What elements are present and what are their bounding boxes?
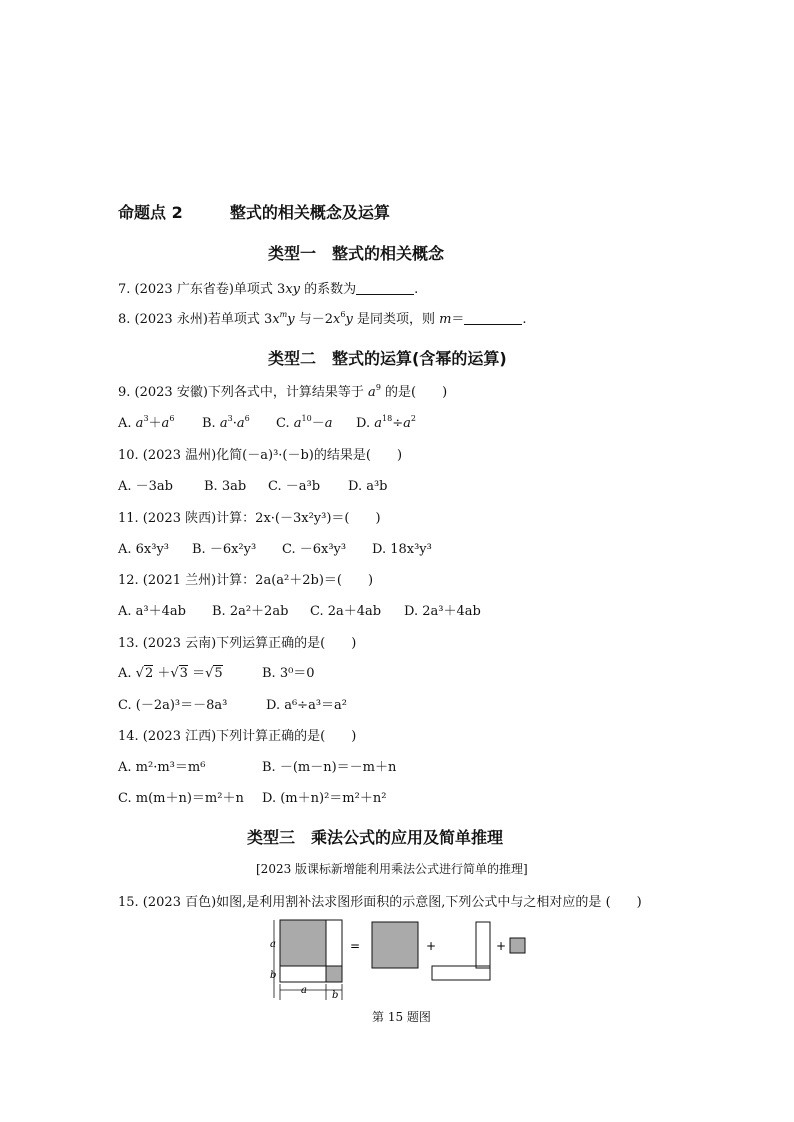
q10-option-c[interactable]: C. －a³b [268, 479, 321, 494]
question-9 [118, 384, 447, 402]
question-15 [118, 894, 642, 912]
q12-option-d[interactable]: D. 2a³＋4ab [404, 604, 481, 619]
q8-y: y [287, 312, 295, 327]
q8-stem3: 是同类项，则 [352, 312, 440, 327]
q14-option-d[interactable]: D. (m＋n)²＝m²＋n² [262, 791, 387, 806]
q9-option-c[interactable]: C. $a^{10}-a$ [276, 413, 333, 431]
q8-x: x [272, 312, 280, 327]
answer-blank[interactable] [464, 312, 522, 325]
figure-caption: 第 15 题图 [372, 1010, 431, 1024]
q7-source: 7. (2023 广东省卷) [118, 282, 234, 297]
type2-title: 类型二 整式的运算(含幂的运算) [268, 349, 507, 368]
figure-15 [266, 918, 530, 1002]
q7-tail: 的系数为 [300, 282, 357, 297]
question-7 [118, 281, 418, 299]
figure-equals: = [350, 939, 361, 953]
question-13 [118, 635, 356, 653]
q12-option-c[interactable]: C. 2a＋4ab [310, 604, 382, 619]
q8-x2: x [333, 312, 341, 327]
figure-plus-1: + [426, 939, 437, 953]
q14-stem: 下列计算正确的是( ) [216, 729, 357, 744]
q7-var: xy [285, 282, 300, 297]
question-14 [118, 728, 356, 746]
q7-stem: 单项式 3 [233, 282, 286, 297]
q15-stem: 如图,是利用割补法求图形面积的示意图,下列公式中与之相对应的是 ( ) [216, 895, 642, 910]
q13-option-a[interactable]: A. √2 ＋√3 ＝√5 [118, 666, 223, 681]
type1-title: 类型一 整式的相关概念 [268, 244, 445, 263]
q8-source: 8. (2023 永州) [118, 312, 208, 327]
q10-option-b[interactable]: B. 3ab [204, 479, 247, 494]
q12-source: 12. (2021 兰州) [118, 573, 217, 588]
section-title: 整式的相关概念及运算 [229, 203, 390, 222]
q14-option-b[interactable]: B. －(m－n)＝－m＋n [262, 760, 397, 775]
question-11 [118, 510, 381, 528]
figure-plus-2: + [496, 939, 507, 953]
curriculum-note: [2023 版课标新增能利用乘法公式进行简单的推理] [256, 862, 528, 876]
q9-stem: 下列各式中，计算结果等于 [207, 385, 369, 400]
figure-a-square [280, 920, 326, 966]
q13-source: 13. (2023 云南) [118, 636, 217, 651]
q11-option-d[interactable]: D. 18x³y³ [372, 542, 432, 557]
q12-stem: 计算：2a(a²＋2b)＝( ) [216, 573, 374, 588]
figure-label-b-left: b [270, 970, 277, 981]
q9-a: a [368, 385, 376, 400]
figure-label-a-left: a [270, 939, 276, 950]
q10-source: 10. (2023 温州) [118, 448, 217, 463]
q13-option-c[interactable]: C. (－2a)³＝－8a³ [118, 698, 228, 713]
q8-six: 6 [340, 309, 346, 319]
q9-option-b[interactable]: B. $a^3\cdot a^6$ [202, 413, 250, 431]
q13-stem: 下列运算正确的是( ) [216, 636, 357, 651]
q7-end: . [414, 282, 419, 297]
q11-option-c[interactable]: C. －6x³y³ [282, 542, 347, 557]
q11-stem: 计算：2x·(－3x²y³)＝( ) [216, 511, 381, 526]
q13-option-d[interactable]: D. a⁶÷a³＝a² [266, 698, 348, 713]
figure-strip-vertical [476, 922, 490, 968]
question-12 [118, 572, 373, 590]
q9-nine: 9 [375, 382, 381, 392]
question-8 [118, 311, 527, 329]
q8-end: . [522, 312, 527, 327]
figure-a2-square [372, 922, 418, 968]
q9-option-a[interactable]: A. $a^3+a^6$ [118, 413, 175, 431]
section-label: 命题点 2 [118, 203, 183, 222]
q13-option-b[interactable]: B. 3⁰＝0 [262, 666, 315, 681]
figure-label-a-bottom: a [301, 985, 307, 996]
q9-option-d[interactable]: D. $a^{18}\div a^2$ [356, 413, 416, 431]
answer-blank[interactable] [356, 282, 414, 295]
figure-label-b-bottom: b [332, 990, 339, 1001]
q14-option-c[interactable]: C. m(m＋n)＝m²＋n [118, 791, 244, 806]
q11-option-b[interactable]: B. －6x²y³ [192, 542, 257, 557]
q15-source: 15. (2023 百色) [118, 895, 217, 910]
question-10 [118, 447, 402, 465]
q9-source: 9. (2023 安徽) [118, 385, 208, 400]
q8-stem1: 若单项式 3 [207, 312, 273, 327]
q10-option-d[interactable]: D. a³b [348, 479, 388, 494]
q8-stem2: 与－2 [294, 312, 334, 327]
section-heading [118, 200, 390, 223]
type3-title: 类型三 乘法公式的应用及简单推理 [247, 828, 504, 847]
q11-option-a[interactable]: A. 6x³y³ [118, 542, 170, 557]
q9-end: 的是( ) [380, 385, 448, 400]
q8-eq: ＝ [451, 312, 465, 327]
q12-option-b[interactable]: B. 2a²＋2ab [212, 604, 289, 619]
figure-b2-square [510, 938, 525, 953]
q11-source: 11. (2023 陕西) [118, 511, 217, 526]
q14-source: 14. (2023 江西) [118, 729, 217, 744]
q14-option-a[interactable]: A. m²·m³＝m⁶ [118, 760, 206, 775]
q8-m2: m [439, 312, 452, 327]
q10-stem: 化简(－a)³·(－b)的结果是( ) [216, 448, 403, 463]
q8-m: m [279, 309, 288, 319]
figure-b-square [326, 966, 342, 982]
q10-option-a[interactable]: A. －3ab [118, 479, 173, 494]
q8-y2: y [345, 312, 353, 327]
q12-option-a[interactable]: A. a³＋4ab [118, 604, 186, 619]
